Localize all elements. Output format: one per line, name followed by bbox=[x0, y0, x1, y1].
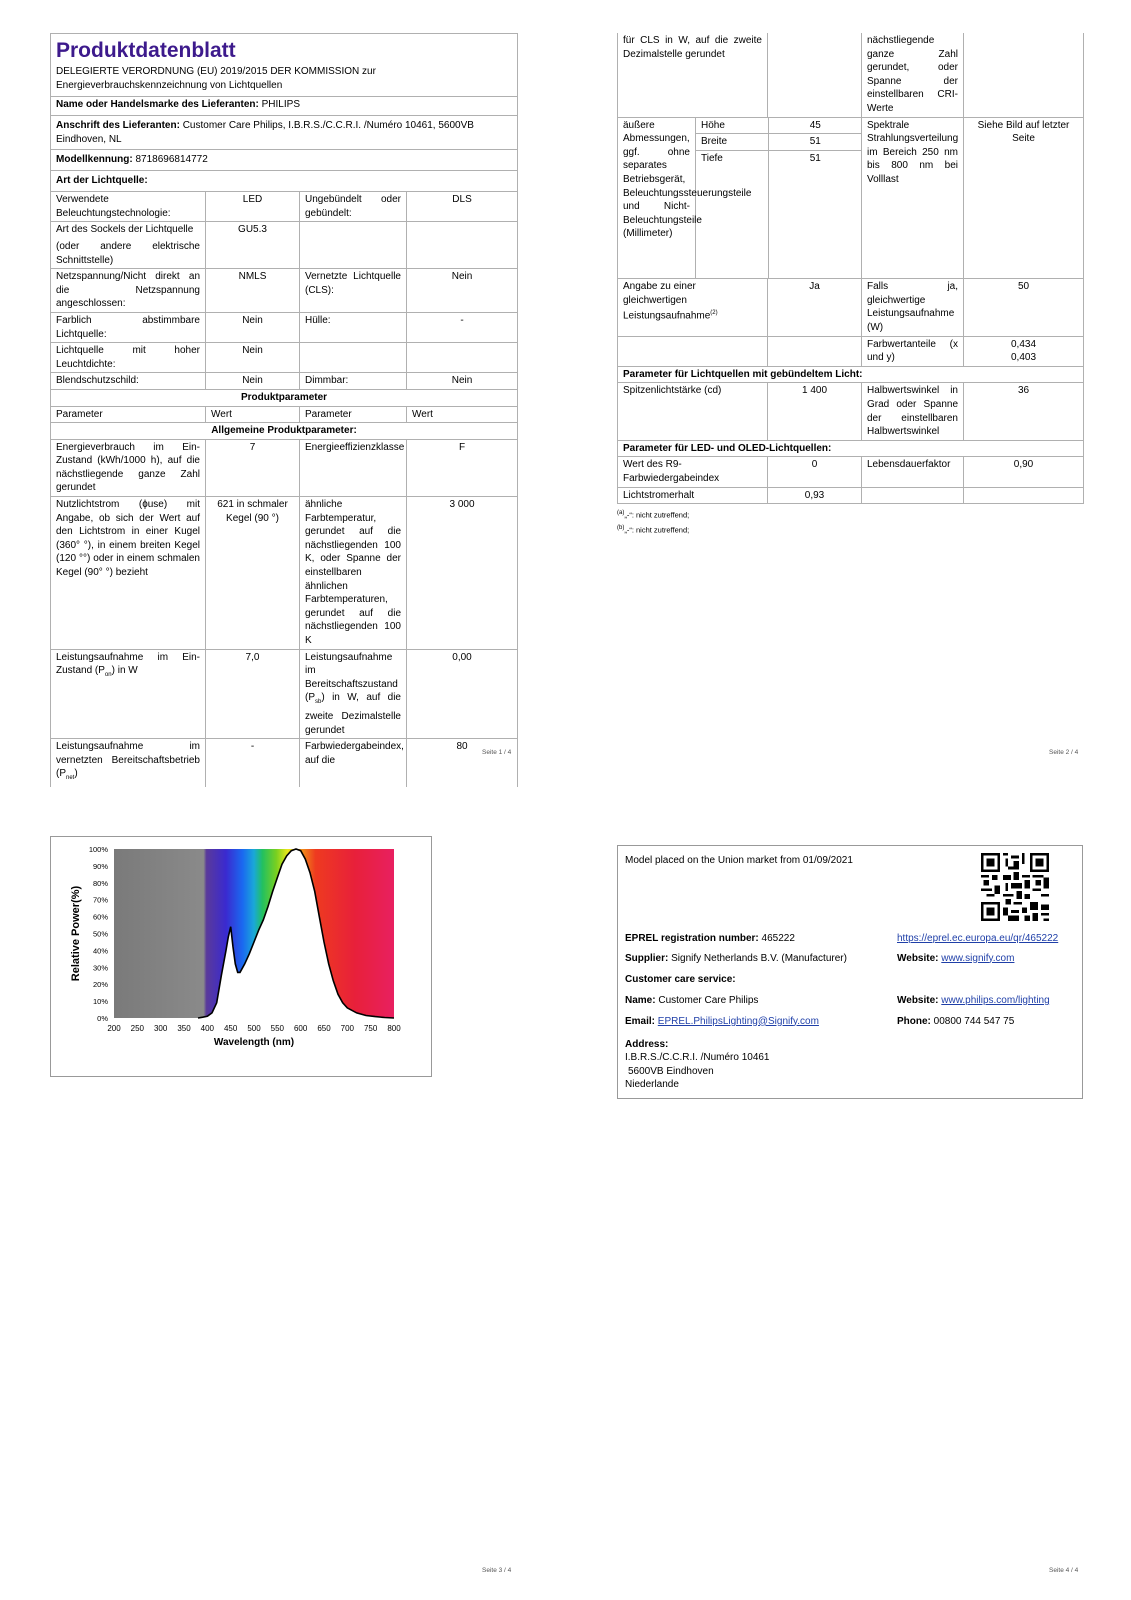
y-tick-label: 80% bbox=[92, 878, 108, 888]
chroma-x: 0,434 bbox=[1010, 338, 1037, 350]
page-1 bbox=[50, 33, 517, 787]
cri-value: 80 bbox=[407, 739, 518, 787]
supplier-address-label: Anschrift des Lieferanten: bbox=[56, 120, 180, 132]
standby-value: 0,00 bbox=[407, 649, 518, 739]
equiv-power-label: Falls ja, gleichwertige Leistungsaufnahme (W) bbox=[862, 279, 964, 336]
website2-label: Website: bbox=[897, 994, 939, 1006]
x-tick-label: 600 bbox=[293, 1024, 308, 1033]
website2-link[interactable]: www.philips.com/lighting bbox=[941, 994, 1050, 1006]
cls-label: Vernetzte Lichtquelle (CLS): bbox=[300, 269, 407, 313]
tunable-label: Farblich abstimmbare Lichtquelle: bbox=[51, 312, 206, 342]
cap-label-1: Art des Sockels der Lichtquelle bbox=[56, 224, 194, 236]
page-2 bbox=[617, 33, 1083, 536]
y-tick-label: 10% bbox=[92, 997, 108, 1007]
energy-class-label: Energieeffizienzklasse bbox=[300, 439, 407, 496]
power-on-value: 7,0 bbox=[206, 649, 300, 739]
y-tick-label: 70% bbox=[92, 895, 108, 905]
y-tick-label: 90% bbox=[92, 861, 108, 871]
y-tick-label: 30% bbox=[92, 963, 108, 973]
page-number-4: Seite 4 / 4 bbox=[1049, 1567, 1079, 1574]
col-value-1: Wert bbox=[206, 406, 300, 423]
dls-params-header: Parameter für Lichtquellen mit gebündeltem Licht: bbox=[618, 366, 1084, 383]
x-tick-label: 650 bbox=[317, 1024, 331, 1033]
email-link[interactable]: EPREL.PhilipsLighting@Signify.com bbox=[657, 1015, 819, 1027]
beam-angle-value: 36 bbox=[964, 383, 1084, 440]
tunable-value: Nein bbox=[206, 312, 300, 342]
y-tick-label: 20% bbox=[92, 980, 108, 990]
supplier-value: Signify Netherlands B.V. (Manufacturer) bbox=[671, 952, 847, 964]
eprel-info-box bbox=[617, 845, 1083, 1099]
x-tick-label: 350 bbox=[177, 1024, 191, 1033]
y-axis-label: Relative Power(%) bbox=[70, 885, 82, 982]
depth-value: 51 bbox=[768, 150, 862, 278]
width-value: 51 bbox=[768, 134, 862, 151]
product-info-table bbox=[50, 33, 518, 787]
energy-label: Energieverbrauch im Ein-Zustand (kWh/1000 h), auf die nächstliegende ganze Zahl gerundet bbox=[51, 439, 206, 496]
high-luminance-value: Nein bbox=[206, 343, 300, 373]
equiv-power-value: 50 bbox=[964, 279, 1084, 336]
supplier-address-value: Customer Care Philips, I.B.R.S./C.C.R.I. /Numéro 10461, 5600VB Eindhoven, NL bbox=[56, 120, 474, 145]
envelope-value: - bbox=[407, 312, 518, 342]
col-param-2: Parameter bbox=[300, 406, 407, 423]
supplier-label: Supplier: bbox=[625, 952, 669, 964]
eprel-link[interactable]: https://eprel.ec.europa.eu/qr/465222 bbox=[897, 932, 1059, 944]
customer-care-label: Customer care service: bbox=[625, 973, 736, 985]
glare-label: Blendschutzschild: bbox=[51, 373, 206, 390]
x-axis-label: Wavelength (nm) bbox=[213, 1037, 295, 1048]
peak-intensity-label: Spitzenlichtstärke (cd) bbox=[618, 383, 768, 440]
eprel-label: EPREL registration number: bbox=[625, 932, 759, 944]
dims-label: äußere Abmessungen, ggf. ohne separates Betriebsgerät, Beleuchtungssteuerungsteile und Nicht-Beleuchtungsteile (Millimeter) bbox=[618, 117, 696, 279]
phone-label: Phone: bbox=[897, 1015, 931, 1027]
spd-label: Spektrale Strahlungsverteilung im Bereich 250 nm bis 800 nm bei Volllast bbox=[862, 117, 964, 279]
qr-code-icon[interactable] bbox=[981, 853, 1049, 921]
spectrum-chart bbox=[51, 837, 431, 1076]
cct-value: 3 000 bbox=[407, 497, 518, 650]
x-tick-label: 500 bbox=[247, 1024, 261, 1033]
address-label: Address: bbox=[625, 1038, 669, 1050]
bundled-value: DLS bbox=[407, 192, 518, 222]
x-tick-label: 250 bbox=[130, 1024, 145, 1033]
equiv-label: Angabe zu einer gleichwertigen Leistungsaufnahme$^{(2)}$ bbox=[618, 279, 768, 336]
x-tick-label: 800 bbox=[387, 1024, 401, 1033]
lumen-maint-value: 0,93 bbox=[768, 487, 862, 504]
col-value-2: Wert bbox=[407, 406, 518, 423]
supplier-name-label: Name oder Handelsmarke des Lieferanten: bbox=[56, 99, 259, 111]
light-source-type-label: Art der Lichtquelle: bbox=[51, 171, 518, 192]
standby-label: Leistungsaufnahme im Bereitschaftszustand $(P_{sb})$ in W, auf die zweite Dezimalstelle gerundet bbox=[300, 649, 407, 739]
height-label: Höhe bbox=[696, 118, 768, 134]
footnote-b: $^{(b)}$„-“: nicht zutreffend; bbox=[617, 524, 690, 535]
energy-value: 7 bbox=[206, 439, 300, 496]
envelope-label: Hülle: bbox=[300, 312, 407, 342]
address-line-1: I.B.R.S./C.C.R.I. /Numéro 10461 bbox=[625, 1052, 770, 1064]
page-number-2: Seite 2 / 4 bbox=[1049, 749, 1079, 756]
spectrum-chart-frame bbox=[50, 836, 432, 1077]
y-tick-label: 100% bbox=[88, 845, 108, 854]
address-line-2: 5600VB Eindhoven bbox=[628, 1065, 714, 1077]
x-tick-label: 300 bbox=[153, 1024, 168, 1033]
model-label: Modellkennung: bbox=[56, 154, 133, 166]
survival-value: 0,90 bbox=[964, 457, 1084, 487]
regulation-line-2: Energieverbrauchskennzeichnung von Lichtquellen bbox=[56, 79, 283, 91]
model-value: 8718696814772 bbox=[135, 154, 208, 166]
mains-label: Netzspannung/Nicht direkt an die Netzspannung angeschlossen: bbox=[51, 269, 206, 313]
eprel-info-table bbox=[625, 932, 1077, 1092]
eprel-value: 465222 bbox=[761, 932, 795, 944]
r9-value: 0 bbox=[768, 457, 862, 487]
chroma-y: 0,403 bbox=[1010, 352, 1037, 364]
y-tick-label: 40% bbox=[92, 946, 108, 956]
cls-value: Nein bbox=[407, 269, 518, 313]
page-number-1: Seite 1 / 4 bbox=[482, 749, 512, 756]
peak-intensity-value: 1 400 bbox=[768, 383, 862, 440]
cap-value: GU5.3 bbox=[206, 222, 300, 269]
x-tick-label: 200 bbox=[107, 1024, 121, 1033]
led-params-header: Parameter für LED- und OLED-Lichtquellen: bbox=[618, 440, 1084, 457]
flux-value: 621 in schmaler Kegel (90 °) bbox=[206, 497, 300, 650]
page-title: Produktdatenblatt bbox=[56, 39, 236, 62]
depth-label: Tiefe bbox=[696, 150, 768, 278]
col-param-1: Parameter bbox=[51, 406, 206, 423]
address-line-3: Niederlande bbox=[625, 1079, 679, 1091]
email-label: Email: bbox=[625, 1015, 656, 1027]
cap-label-2: (oder andere elektrische Schnittstelle) bbox=[56, 240, 200, 266]
cont-left-cell: für CLS in W, auf die zweite Dezimalstelle gerundet bbox=[618, 33, 768, 117]
mains-value: NMLS bbox=[206, 269, 300, 313]
x-tick-label: 400 bbox=[200, 1024, 215, 1033]
market-placement-text: Model placed on the Union market from 01/09/2021 bbox=[625, 855, 853, 866]
tech-value: LED bbox=[206, 192, 300, 222]
equiv-value: Ja bbox=[768, 279, 862, 336]
r9-label: Wert des R9-Farbwiedergabeindex bbox=[618, 457, 768, 487]
cct-label: ähnliche Farbtemperatur, gerundet auf die nächstliegenden 100 K, oder Spanne der einstellbaren ähnlichen Farbtemperaturen, gerundet auf die nächstliegenden 100 K bbox=[300, 497, 407, 650]
chroma-label: Farbwertanteile (x und y) bbox=[862, 336, 964, 366]
y-tick-label: 50% bbox=[92, 929, 108, 939]
networked-standby-label: Leistungsaufnahme im vernetzten Bereitschaftsbetrieb $(P_{net})$ bbox=[51, 739, 206, 787]
general-params-header: Allgemeine Produktparameter: bbox=[51, 423, 518, 440]
y-tick-label: 60% bbox=[92, 912, 108, 922]
beam-angle-label: Halbwertswinkel in Grad oder Spanne der einstellbaren Halbwertswinkel bbox=[862, 383, 964, 440]
dimmable-label: Dimmbar: bbox=[300, 373, 407, 390]
networked-standby-value: - bbox=[206, 739, 300, 787]
x-tick-label: 550 bbox=[270, 1024, 285, 1033]
tech-label: Verwendete Beleuchtungstechnologie: bbox=[51, 192, 206, 222]
height-value: 45 bbox=[768, 118, 862, 134]
survival-label: Lebensdauerfaktor bbox=[862, 457, 964, 487]
x-tick-label: 450 bbox=[223, 1024, 238, 1033]
care-name-label: Name: bbox=[625, 994, 656, 1006]
website-link[interactable]: www.signify.com bbox=[941, 952, 1015, 964]
supplier-name-value: PHILIPS bbox=[261, 99, 300, 111]
bundled-label: Ungebündelt oder gebündelt: bbox=[300, 192, 407, 222]
spd-value: Siehe Bild auf letzter Seite bbox=[964, 117, 1084, 279]
x-tick-label: 750 bbox=[363, 1024, 378, 1033]
care-name-value: Customer Care Philips bbox=[658, 994, 759, 1006]
page-number-3: Seite 3 / 4 bbox=[482, 1567, 512, 1574]
phone-value: 00800 744 547 75 bbox=[933, 1015, 1015, 1027]
energy-class-value: F bbox=[407, 439, 518, 496]
flux-label: Nutzlichtstrom (ɸuse) mit Angabe, ob sich der Wert auf den Lichtstrom in einer Kugel (360° °), in einem breiten Kegel (120 °°) oder in einem schmalen Kegel (90° °) bezieht bbox=[51, 497, 206, 650]
product-params-table-cont bbox=[617, 33, 1084, 504]
high-luminance-label: Lichtquelle mit hoher Leuchtdichte: bbox=[51, 343, 206, 373]
lumen-maint-label: Lichtstromerhalt bbox=[618, 487, 768, 504]
dimmable-value: Nein bbox=[407, 373, 518, 390]
power-on-label: Leistungsaufnahme im Ein-Zustand $(P_{on})$ in W bbox=[51, 649, 206, 739]
glare-value: Nein bbox=[206, 373, 300, 390]
regulation-line-1: DELEGIERTE VERORDNUNG (EU) 2019/2015 DER KOMMISSION zur bbox=[56, 66, 376, 77]
product-params-header: Produktparameter bbox=[51, 389, 518, 406]
website-label: Website: bbox=[897, 952, 939, 964]
y-tick-label: 0% bbox=[97, 1014, 108, 1023]
cont-right-cell: nächstliegende ganze Zahl gerundet, oder Spanne der einstellbaren CRI-Werte bbox=[862, 33, 964, 117]
cri-label: Farbwiedergabeindex, auf die bbox=[300, 739, 407, 787]
width-label: Breite bbox=[696, 134, 768, 151]
x-tick-label: 700 bbox=[340, 1024, 355, 1033]
footnote-a: $^{(a)}$„-“: nicht zutreffend; bbox=[617, 510, 690, 520]
